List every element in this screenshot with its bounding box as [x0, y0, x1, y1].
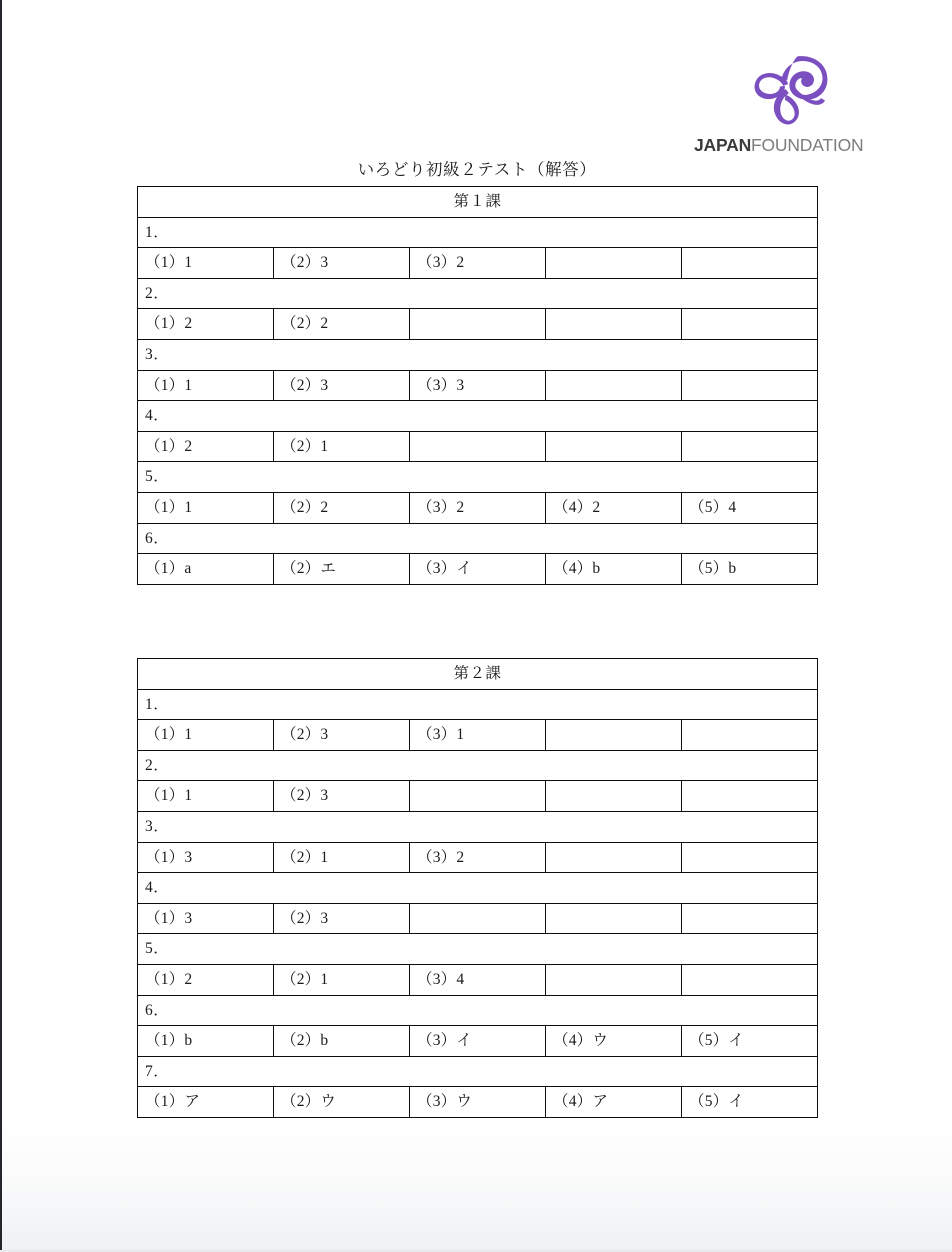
lesson-title-cell: 第１課	[138, 187, 818, 218]
answer-cell: （2）エ	[274, 554, 410, 585]
answer-cell: （2）3	[274, 781, 410, 812]
table-row-section	[138, 873, 818, 904]
table-row-section	[138, 934, 818, 965]
answer-cell	[682, 309, 818, 340]
answer-cell	[682, 964, 818, 995]
answer-cell: （1）a	[138, 554, 274, 585]
table-body-lesson-2	[138, 659, 818, 1118]
table-row-section	[138, 750, 818, 781]
answer-cell: （2）1	[274, 964, 410, 995]
answer-cell: （2）3	[274, 903, 410, 934]
answer-cell	[546, 903, 682, 934]
answer-cell	[682, 370, 818, 401]
answer-cell: （3）4	[410, 964, 546, 995]
answer-cell: （1）b	[138, 1026, 274, 1057]
table-row-header	[138, 187, 818, 218]
table-row-section	[138, 995, 818, 1026]
section-number-cell: 1．	[138, 689, 818, 720]
answer-cell: （2）3	[274, 370, 410, 401]
answer-cell	[546, 720, 682, 751]
table-row-section	[138, 278, 818, 309]
answer-cell	[682, 720, 818, 751]
answer-cell	[546, 309, 682, 340]
table-row-section	[138, 339, 818, 370]
answer-cell: （4）ア	[546, 1087, 682, 1118]
answer-cell: （3）ウ	[410, 1087, 546, 1118]
answer-cell: （3）2	[410, 248, 546, 279]
answer-cell: （4）b	[546, 554, 682, 585]
page-title: いろどり初級２テスト（解答）	[357, 160, 597, 179]
answer-cell: （2）2	[274, 492, 410, 523]
page-bottom-shadow	[2, 1122, 952, 1252]
answer-cell: （2）3	[274, 248, 410, 279]
answer-cell: （1）3	[138, 842, 274, 873]
section-number-cell: 4．	[138, 401, 818, 432]
table-row-section	[138, 811, 818, 842]
answer-cell: （3）2	[410, 492, 546, 523]
answer-cell: （1）2	[138, 309, 274, 340]
wordmark-japan: JAPAN	[694, 135, 752, 155]
table-row-answers	[138, 964, 818, 995]
butterfly-icon	[752, 52, 834, 136]
answer-cell	[682, 781, 818, 812]
answer-cell	[682, 248, 818, 279]
answer-cell	[546, 842, 682, 873]
answer-cell: （1）1	[138, 781, 274, 812]
answer-cell: （2）1	[274, 431, 410, 462]
answer-cell	[546, 370, 682, 401]
section-number-cell: 2．	[138, 278, 818, 309]
section-number-cell: 3．	[138, 339, 818, 370]
answer-cell: （1）1	[138, 370, 274, 401]
table-row-answers	[138, 781, 818, 812]
answer-cell: （1）ア	[138, 1087, 274, 1118]
table-row-section	[138, 1056, 818, 1087]
answer-cell	[682, 903, 818, 934]
answer-cell: （1）1	[138, 720, 274, 751]
section-number-cell: 4．	[138, 873, 818, 904]
answer-cell: （3）1	[410, 720, 546, 751]
table-row-answers	[138, 903, 818, 934]
answer-cell: （3）イ	[410, 554, 546, 585]
table-row-section	[138, 401, 818, 432]
answer-cell: （5）4	[682, 492, 818, 523]
section-number-cell: 7．	[138, 1056, 818, 1087]
japan-foundation-logo	[690, 52, 864, 160]
answer-cell: （3）3	[410, 370, 546, 401]
answer-table-lesson-1	[137, 186, 818, 585]
answer-cell	[682, 842, 818, 873]
answer-cell: （4）ウ	[546, 1026, 682, 1057]
table-row-answers	[138, 248, 818, 279]
answer-table-lesson-2	[137, 658, 818, 1118]
japan-foundation-wordmark	[694, 135, 864, 155]
table-row-answers	[138, 842, 818, 873]
answer-cell	[410, 431, 546, 462]
answer-cell: （2）2	[274, 309, 410, 340]
table-body-lesson-1	[138, 187, 818, 585]
lesson-title-cell: 第２課	[138, 659, 818, 690]
section-number-cell: 2．	[138, 750, 818, 781]
table-row-answers	[138, 492, 818, 523]
answer-cell: （5）イ	[682, 1026, 818, 1057]
answer-cell: （2）3	[274, 720, 410, 751]
table-row-section	[138, 523, 818, 554]
wordmark-foundation: FOUNDATION	[751, 135, 864, 155]
table-row-answers	[138, 431, 818, 462]
table-row-answers	[138, 309, 818, 340]
section-number-cell: 6．	[138, 995, 818, 1026]
page-left-edge	[0, 0, 2, 1252]
answer-cell	[546, 781, 682, 812]
answer-cell	[546, 431, 682, 462]
answer-cell: （5）イ	[682, 1087, 818, 1118]
table-row-answers	[138, 554, 818, 585]
answer-cell: （4）2	[546, 492, 682, 523]
answer-cell: （3）イ	[410, 1026, 546, 1057]
table-row-answers	[138, 1026, 818, 1057]
table-row-answers	[138, 1087, 818, 1118]
answer-cell	[410, 903, 546, 934]
section-number-cell: 1．	[138, 217, 818, 248]
section-number-cell: 6．	[138, 523, 818, 554]
answer-cell: （2）b	[274, 1026, 410, 1057]
answer-cell	[410, 781, 546, 812]
answer-cell: （2）ウ	[274, 1087, 410, 1118]
section-number-cell: 5．	[138, 462, 818, 493]
section-number-cell: 5．	[138, 934, 818, 965]
answer-cell: （1）1	[138, 248, 274, 279]
table-row-answers	[138, 720, 818, 751]
answer-cell: （5）b	[682, 554, 818, 585]
table-row-section	[138, 217, 818, 248]
answer-cell: （1）3	[138, 903, 274, 934]
answer-cell: （1）2	[138, 964, 274, 995]
answer-cell: （2）1	[274, 842, 410, 873]
answer-cell: （1）2	[138, 431, 274, 462]
answer-cell	[410, 309, 546, 340]
answer-cell	[546, 248, 682, 279]
table-row-section	[138, 689, 818, 720]
answer-cell: （3）2	[410, 842, 546, 873]
section-number-cell: 3．	[138, 811, 818, 842]
table-row-section	[138, 462, 818, 493]
answer-cell	[546, 964, 682, 995]
answer-cell	[682, 431, 818, 462]
table-row-header	[138, 659, 818, 690]
answer-cell: （1）1	[138, 492, 274, 523]
table-row-answers	[138, 370, 818, 401]
